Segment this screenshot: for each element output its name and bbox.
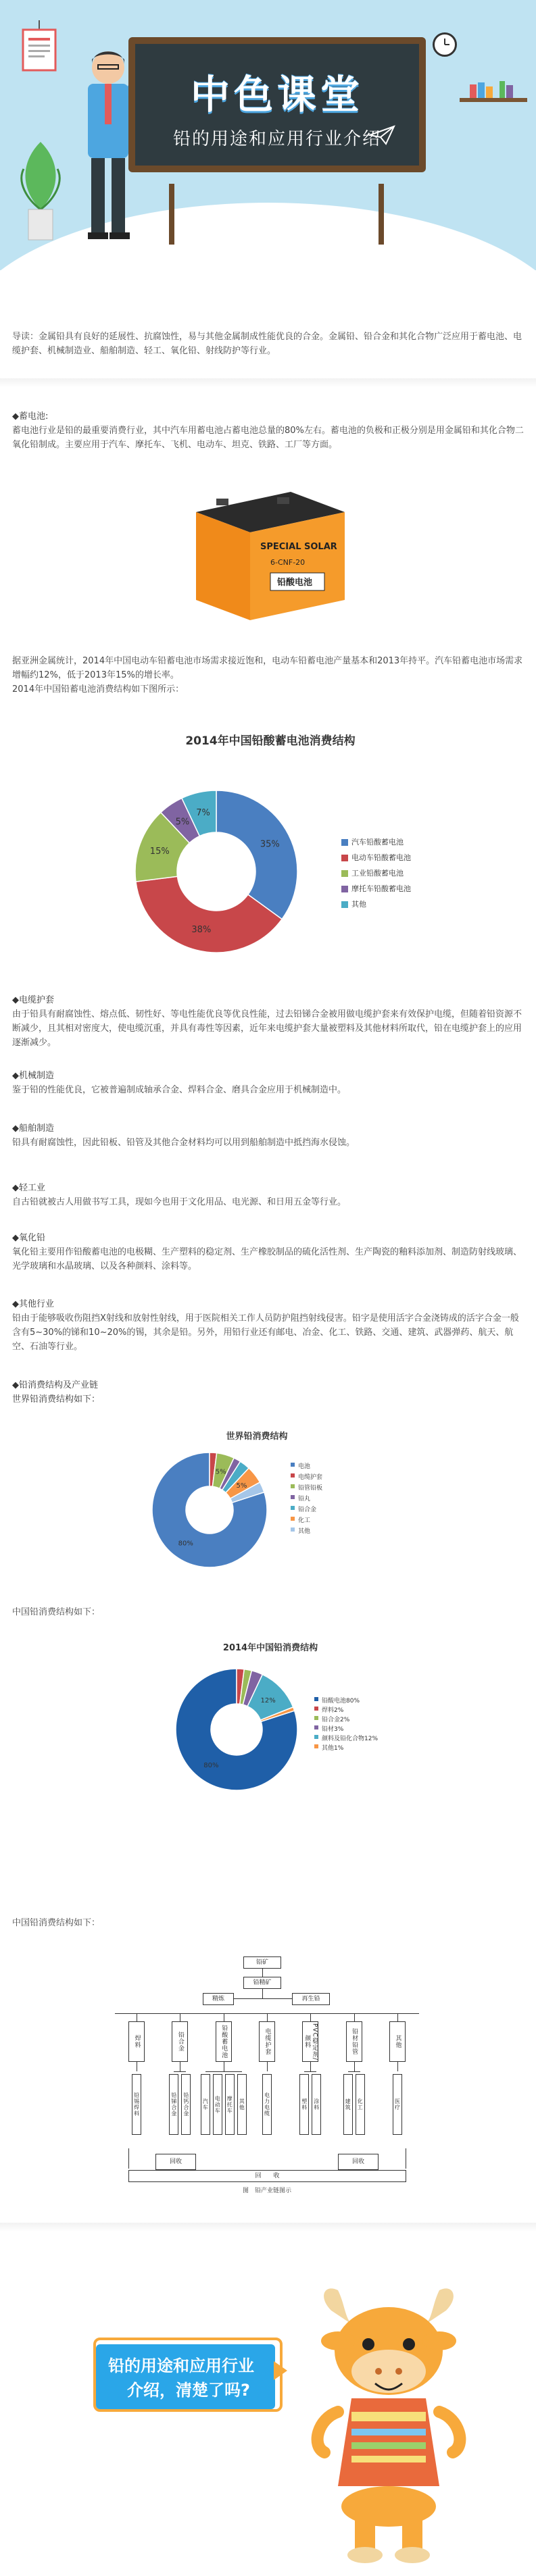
pie-slice-label-5: 5%: [236, 1482, 247, 1490]
bubble-line-2: 介绍，清楚了吗?: [127, 2381, 250, 2400]
section-light-industry: [12, 1181, 524, 1209]
page-subtitle: 铅的用途和应用行业介绍: [172, 129, 381, 149]
legend-label-2: 铅合金2%: [322, 1717, 350, 1723]
wall-shelf: [460, 98, 527, 102]
flow-lead-mine: 铅矿: [243, 1956, 281, 1969]
legend-label-2: 工业铅酸蓄电池: [351, 869, 404, 878]
pie-slice-label-2: 15%: [149, 846, 170, 857]
flow-lead-concentrate: 铅精矿: [243, 1977, 281, 1989]
legend-label-1: 电动车铅酸蓄电池: [351, 853, 411, 862]
speech-bubble-text: [96, 2344, 275, 2409]
legend-swatch-1: [341, 855, 348, 861]
flow-recycle-right: 回收: [338, 2154, 379, 2170]
pie-slice-0: [216, 790, 297, 919]
legend-swatch-4: [341, 901, 348, 908]
legend-swatch-0: [314, 1697, 318, 1701]
potted-plant-icon: [14, 135, 68, 243]
legend-label-1: 焊料2%: [322, 1707, 344, 1714]
legend-swatch-1: [314, 1707, 318, 1711]
intro-text: 导读：金属铅具有良好的延展性、抗腐蚀性，易与其他金属制成性能优良的合金。金属铅、铅合金和其化合物广泛应用于蓄电池、电缆护套、机械制造业、船舶制造、轻工、氧化铅、射线防护等行业。: [12, 332, 522, 356]
clock-icon: [433, 32, 457, 57]
section-other-text: 铅由于能够吸收伤阻挡X射线和放射性射线，用于医院相关工作人员防护阻挡射线侵害。铅字是使用活字合金浇铸成的活字合金一般含有5~30%的锑和10~20%的锡，其余是铅。另外，用铅行业还有邮电、冶金、化工、铁路、交通、建筑、武器弹药、航天、航空、石油等行业。: [12, 1313, 519, 1352]
section-divider: [0, 378, 536, 388]
legend-label-3: 铅丸: [298, 1496, 311, 1502]
consumption-heading: ◆铅消费结构及产业链: [12, 1380, 98, 1390]
battery-label-text: 铅酸电池: [277, 578, 313, 588]
pie-slice-label-4: 7%: [196, 808, 210, 819]
legend-label-2: 铅管铅板: [298, 1485, 323, 1492]
battery-brand-text: SPECIAL SOLAR: [260, 542, 337, 552]
legend-swatch-1: [291, 1473, 295, 1478]
blackboard: [128, 37, 426, 172]
legend-swatch-0: [341, 839, 348, 846]
legend-label-0: 汽车铅酸蓄电池: [351, 838, 404, 847]
pie-slice-label-0: 80%: [178, 1540, 193, 1548]
flow-line: [128, 2148, 129, 2169]
legend-swatch-0: [291, 1463, 295, 1467]
legend-swatch-6: [291, 1527, 295, 1532]
legend-label-6: 其他: [298, 1528, 311, 1535]
legend-swatch-3: [341, 886, 348, 892]
speech-bubble: [93, 2338, 283, 2412]
flow-application-4-0: 塑料: [299, 2074, 309, 2135]
legend-label-4: 铅合金: [298, 1507, 317, 1513]
flow-category-5: 铅材铅管: [346, 2021, 362, 2062]
legend-label-4: 颜料及铅化合物12%: [322, 1736, 379, 1742]
flow-application-3-0: 电力电缆: [262, 2074, 272, 2135]
flow-line: [267, 2013, 268, 2021]
legend-label-1: 电缆护套: [298, 1474, 323, 1481]
legend-swatch-4: [314, 1735, 318, 1739]
flow-line: [354, 2013, 355, 2021]
bubble-line-1: 铅的用途和应用行业: [108, 2356, 254, 2375]
section-machinery-text: 鉴于铅的性能优良，它被普遍制成轴承合金、焊料合金、磨具合金应用于机械制造中。: [12, 1085, 347, 1095]
books-icon: [470, 81, 517, 98]
legend-swatch-2: [341, 870, 348, 877]
section-lead-oxide: [12, 1231, 524, 1273]
pie-slice-label-0: 80%: [203, 1761, 219, 1769]
flow-recycled-lead: 再生铅: [292, 1993, 330, 2005]
speech-bubble-tail: [274, 2361, 287, 2380]
flow-recycle-left: 回收: [155, 2154, 196, 2170]
flow-application-1-1: 铅钙合金: [181, 2074, 191, 2135]
flow-application-2-2: 摩托车: [225, 2074, 235, 2135]
notice-board-icon: [20, 20, 58, 74]
flow-line: [205, 2071, 242, 2072]
lead-acid-battery-image: [169, 485, 365, 630]
chart2-pie: [135, 1409, 379, 1577]
battery-section: [12, 409, 524, 452]
section-cable-heading: ◆电缆护套: [12, 995, 54, 1005]
flow-application-4-1: 涂料: [312, 2074, 321, 2135]
legend-swatch-3: [291, 1495, 295, 1499]
flow-application-2-0: 汽车: [201, 2074, 210, 2135]
flow-application-5-1: 化工: [356, 2074, 365, 2135]
section-machinery: [12, 1069, 524, 1097]
china-consumption-intro: 中国铅消费结构如下：: [12, 1607, 101, 1617]
flow-application-1-0: 铅锑合金: [169, 2074, 178, 2135]
chart3-title: 2014年中国铅消费结构: [222, 1643, 318, 1653]
legend-label-3: 铅材3%: [322, 1726, 344, 1733]
stats-text: 据亚洲金属统计，2014年中国电动车铅蓄电池市场需求接近饱和，电动车铅蓄电池产量基本和2013年持平。汽车铅蓄电池市场需求增幅约12%，低于2013年15%的增长率。: [12, 656, 523, 680]
paper-plane-icon: [368, 125, 395, 145]
legend-swatch-2: [291, 1484, 295, 1488]
flow-line: [348, 2071, 360, 2072]
flow-application-2-1: 电动车: [213, 2074, 222, 2135]
chart-battery-consumption: [101, 703, 439, 980]
world-consumption-intro: 世界铅消费结构如下：: [12, 1394, 101, 1405]
section-cable-text: 由于铅具有耐腐蚀性、熔点低、韧性好、等电性能优良等优良性能，过去铅锑合金被用做电缆护套来有效保护电缆，但随着铅资源不断减少，且其相对密度大，使电缆沉重，并具有毒性等因素，近年来电缆护套大量被塑料及其他材料所取代，铅在电缆护套上的应用逐渐减少。: [12, 1009, 522, 1048]
flow-category-2: 铅酸蓄电池: [216, 2021, 232, 2062]
flow-line: [262, 1989, 263, 1998]
legend-label-0: 铅酸电池80%: [322, 1698, 360, 1704]
legend-label-5: 其他1%: [322, 1745, 344, 1752]
flow-line: [354, 2062, 355, 2071]
section-other: [12, 1297, 524, 1354]
section-ship: [12, 1121, 524, 1150]
flow-line: [397, 2062, 398, 2071]
easel-leg-left: [169, 184, 174, 245]
chart-china-consumption: [135, 1621, 406, 1797]
flow-line: [304, 2071, 316, 2072]
chart1-title: 2014年中国铅酸蓄电池消费结构: [185, 734, 356, 748]
legend-swatch-2: [314, 1716, 318, 1720]
flow-line: [310, 2062, 311, 2071]
header-banner: [0, 0, 536, 270]
legend-label-5: 化工: [298, 1517, 311, 1524]
ox-mascot-illustration: [311, 2283, 466, 2567]
chart1-intro: 2014年中国铅蓄电池消费结构如下图所示：: [12, 684, 185, 694]
flow-category-4: PVC稳定剂/颜料: [302, 2021, 318, 2062]
chart2-title: 世界铅消费结构: [226, 1432, 288, 1442]
chart1-pie: [101, 703, 439, 980]
section-divider: [0, 2223, 536, 2232]
flow-line: [174, 2071, 186, 2072]
legend-swatch-3: [314, 1725, 318, 1729]
flow-category-6: 其他: [389, 2021, 406, 2062]
pie-slice-label-3: 5%: [175, 817, 190, 828]
flow-category-0: 焊料: [128, 2021, 145, 2062]
flow-line: [262, 1969, 263, 1977]
consumption-section: [12, 1378, 524, 1407]
section-lead-oxide-heading: ◆氧化铅: [12, 1233, 45, 1243]
chain-intro: 中国铅消费结构如下：: [12, 1918, 101, 1928]
legend-label-3: 摩托车铅酸蓄电池: [351, 884, 411, 893]
chart3-pie: [135, 1621, 406, 1797]
legend-swatch-5: [314, 1744, 318, 1748]
flow-caption: 图 铅产业链图示: [242, 2188, 291, 2194]
legend-swatch-5: [291, 1517, 295, 1521]
legend-label-0: 电池: [298, 1463, 311, 1470]
section-light-industry-heading: ◆轻工业: [12, 1183, 45, 1193]
section-cable: [12, 993, 524, 1050]
flow-application-0-0: 铅锡焊料: [132, 2074, 141, 2135]
section-machinery-heading: ◆机械制造: [12, 1071, 54, 1081]
section-light-industry-text: 自古铅就被古人用做书写工具，现如今也用于文化用品、电光源、和日用五金等行业。: [12, 1197, 347, 1207]
battery-text: 蓄电池行业是铅的最重要消费行业，其中汽车用蓄电池占蓄电池总量的80%左右。蓄电池的负极和正极分别是用金属铅和其化合物二氧化铅制成。主要应用于汽车、摩托车、飞机、电动车、坦克、铁路、工厂等方面。: [12, 426, 524, 450]
easel-leg-right: [379, 184, 384, 245]
flow-line: [267, 2062, 268, 2071]
section-other-heading: ◆其他行业: [12, 1299, 54, 1309]
pie-slice-label-0: 35%: [260, 839, 280, 850]
pie-slice-label-2: 5%: [215, 1468, 226, 1476]
page-title: 中色课堂: [190, 72, 364, 118]
flow-category-1: 铅合金: [172, 2021, 188, 2062]
flow-refining: 精炼: [203, 1993, 234, 2005]
flow-line: [397, 2013, 398, 2021]
flow-category-3: 电缆护套: [259, 2021, 275, 2062]
flow-application-6-0: 医疗: [393, 2074, 402, 2135]
section-ship-text: 铅具有耐腐蚀性，因此铅板、铅管及其他合金材料均可以用到船舶制造中抵挡海水侵蚀。: [12, 1138, 356, 1148]
chart-world-consumption: [135, 1409, 379, 1577]
footer: [0, 2256, 536, 2576]
flow-application-2-3: 其他: [237, 2074, 247, 2135]
section-ship-heading: ◆船舶制造: [12, 1123, 54, 1134]
battery-model-text: 6-CNF-20: [270, 558, 306, 567]
flow-application-5-0: 建筑: [343, 2074, 353, 2135]
pie-slice-label-1: 38%: [191, 925, 212, 936]
flow-line: [310, 2013, 311, 2021]
pie-slice-label-4: 12%: [260, 1697, 276, 1705]
section-lead-oxide-text: 氧化铅主要用作铅酸蓄电池的电极糊、生产塑料的稳定剂、生产橡胶制品的硫化活性剂、生产陶瓷的釉料添加剂、制造防射线玻璃、光学玻璃和水晶玻璃、以及各种颜料、涂料等。: [12, 1247, 522, 1271]
legend-swatch-4: [291, 1506, 295, 1510]
legend-label-4: 其他: [351, 900, 366, 909]
battery-heading: ◆蓄电池:: [12, 411, 49, 422]
flow-recycle-bottom: 回 收: [128, 2170, 406, 2182]
industry-chain-diagram: [101, 1952, 433, 2196]
